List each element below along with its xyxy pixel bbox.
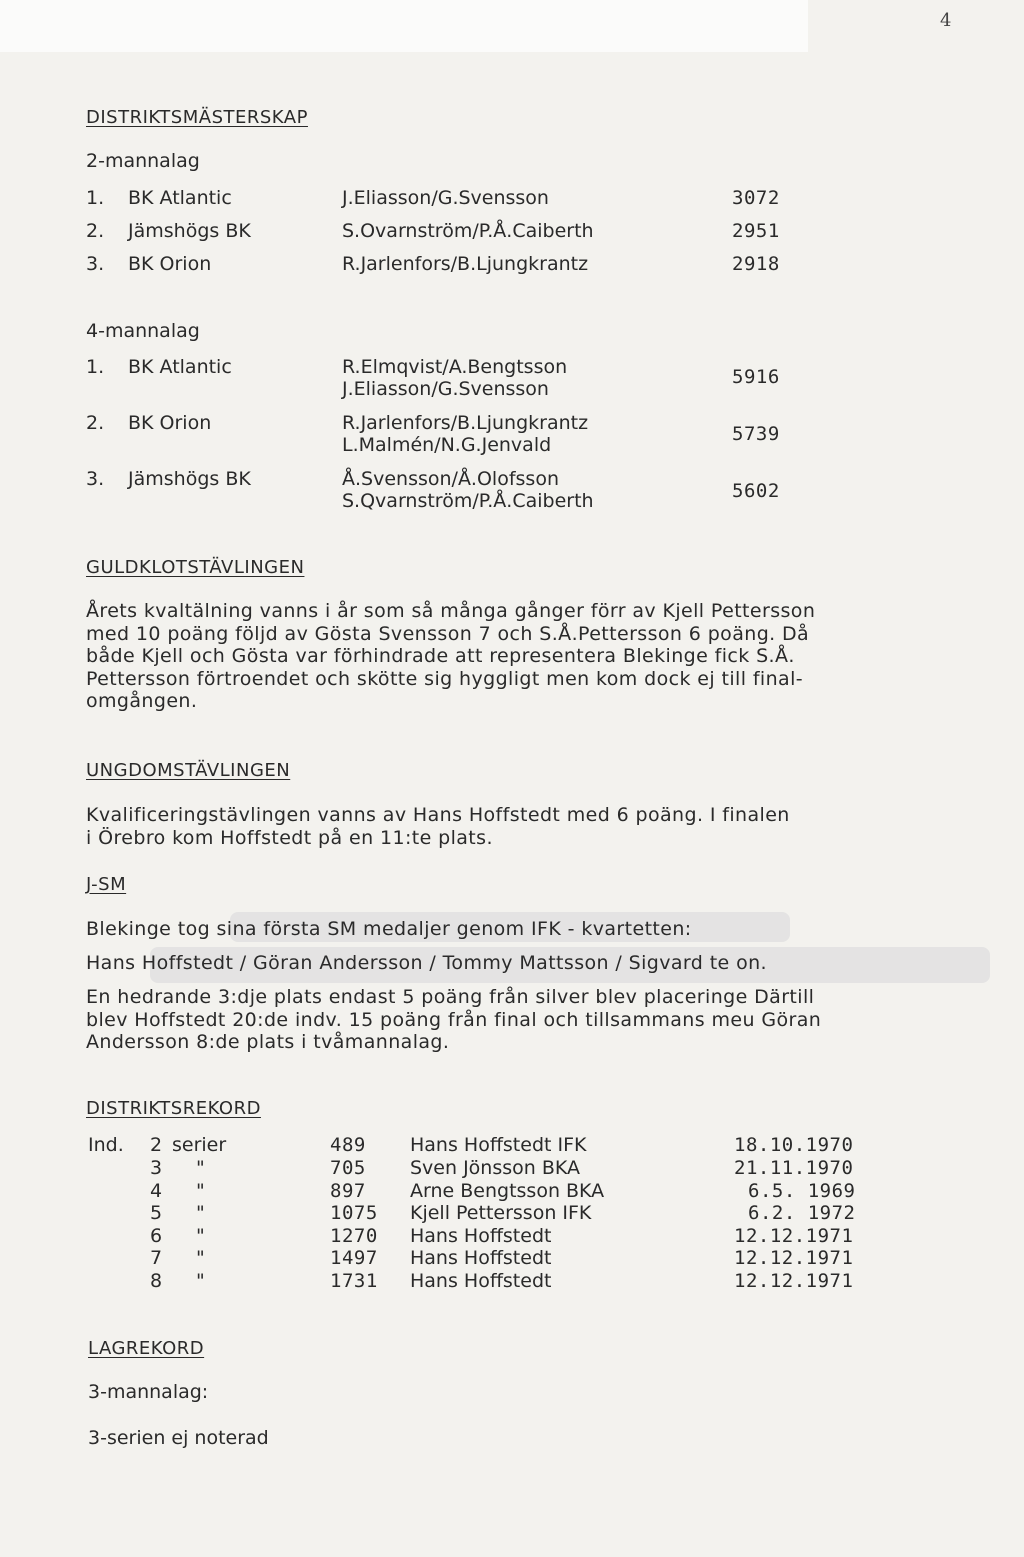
section-heading-ungdom: UNGDOMSTÄVLINGEN <box>86 760 291 781</box>
paragraph-line: blev Hoffstedt 20:de indv. 15 poäng från final och tillsammans meu Göran <box>86 1008 822 1031</box>
jsm-paragraph <box>86 986 926 1054</box>
club: BK Atlantic <box>128 187 232 209</box>
date: 12.12.1971 <box>734 1225 854 1247</box>
score: 1731 <box>330 1270 378 1292</box>
paragraph-line: Andersson 8:de plats i tvåmannalag. <box>86 1031 450 1053</box>
jsm-line-1: Blekinge tog sina första SM medaljer genom IFK - kvartetten: <box>86 918 692 940</box>
players: J.Eliasson/G.Svensson <box>342 187 549 209</box>
jsm-line-2: Hans Hoffstedt / Göran Andersson / Tommy Mattsson / Sigvard te on. <box>86 952 767 974</box>
date: 12.12.1971 <box>734 1247 854 1269</box>
date: 12.12.1971 <box>734 1270 854 1292</box>
holder: Hans Hoffstedt <box>410 1270 552 1292</box>
paragraph-line: med 10 poäng följd av Gösta Svensson 7 och S.Å.Pettersson 6 poäng. Då <box>86 622 810 645</box>
place: 2. <box>86 412 105 434</box>
holder: Hans Hoffstedt <box>410 1225 552 1247</box>
series: 2 <box>150 1134 163 1156</box>
holder: Kjell Pettersson IFK <box>410 1202 592 1224</box>
unit: serier <box>172 1134 227 1156</box>
unit: " <box>196 1225 205 1247</box>
prefix: Ind. <box>88 1134 124 1156</box>
score: 5916 <box>732 366 780 388</box>
date: 6.2. 1972 <box>748 1202 856 1224</box>
section-heading-distrikt: DISTRIKTSMÄSTERSKAP <box>86 107 308 128</box>
unit: " <box>196 1270 205 1292</box>
score: 5739 <box>732 423 780 445</box>
series: 6 <box>150 1225 163 1247</box>
date: 21.11.1970 <box>734 1157 854 1179</box>
score: 705 <box>330 1157 366 1179</box>
score: 1497 <box>330 1247 378 1269</box>
paragraph-line: Kvalificeringstävlingen vanns av Hans Hoffstedt med 6 poäng. I finalen <box>86 804 790 826</box>
lagrekord-label: 3-mannalag: <box>88 1381 209 1403</box>
series: 7 <box>150 1247 163 1269</box>
paragraph-line: En hedrande 3:dje plats endast 5 poäng från silver blev placeringe Därtill <box>86 986 815 1008</box>
score: 2918 <box>732 253 780 275</box>
section-heading-guldklot: GULDKLOTSTÄVLINGEN <box>86 557 305 578</box>
unit: " <box>196 1180 205 1202</box>
series: 8 <box>150 1270 163 1292</box>
players-line-2: J.Eliasson/G.Svensson <box>342 378 549 400</box>
players-line-2: S.Qvarnström/P.Å.Caiberth <box>342 490 594 512</box>
section-heading-jsm: J-SM <box>86 874 127 895</box>
date: 6.5. 1969 <box>748 1180 856 1202</box>
club: BK Atlantic <box>128 356 232 378</box>
score: 5602 <box>732 480 780 502</box>
players: S.Ovarnström/P.Å.Caiberth <box>342 220 594 242</box>
guldklot-paragraph <box>86 600 926 713</box>
paragraph-line: Årets kvaltälning vanns i år som så många gånger förr av Kjell Pettersson <box>86 600 816 622</box>
score: 2951 <box>732 220 780 242</box>
series: 5 <box>150 1202 163 1224</box>
place: 3. <box>86 253 105 275</box>
club: Jämshögs BK <box>128 468 251 490</box>
players-line-1: R.Elmqvist/A.Bengtsson <box>342 356 568 378</box>
date: 18.10.1970 <box>734 1134 854 1156</box>
players: R.Jarlenfors/B.Ljungkrantz <box>342 253 589 275</box>
lagrekord-note: 3-serien ej noterad <box>88 1427 269 1449</box>
unit: " <box>196 1247 205 1269</box>
holder: Hans Hoffstedt <box>410 1247 552 1269</box>
players-line-2: L.Malmén/N.G.Jenvald <box>342 434 552 456</box>
club: Jämshögs BK <box>128 220 251 242</box>
page-number: 4 <box>940 10 952 31</box>
holder: Arne Bengtsson BKA <box>410 1180 605 1202</box>
ungdom-paragraph <box>86 804 926 849</box>
club: BK Orion <box>128 253 212 275</box>
score: 489 <box>330 1134 366 1156</box>
unit: " <box>196 1202 205 1224</box>
players-line-1: Å.Svensson/Å.Olofsson <box>342 468 559 490</box>
series: 4 <box>150 1180 163 1202</box>
score: 3072 <box>732 187 780 209</box>
score: 1270 <box>330 1225 378 1247</box>
two-man-label: 2-mannalag <box>86 150 200 172</box>
players-line-1: R.Jarlenfors/B.Ljungkrantz <box>342 412 589 434</box>
scan-edge-strip <box>0 0 808 52</box>
place: 1. <box>86 356 105 378</box>
score: 1075 <box>330 1202 378 1224</box>
score: 897 <box>330 1180 366 1202</box>
series: 3 <box>150 1157 163 1179</box>
club: BK Orion <box>128 412 212 434</box>
paragraph-line: i Örebro kom Hoffstedt på en 11:te plats. <box>86 826 493 849</box>
paragraph-line: både Kjell och Gösta var förhindrade att representera Blekinge fick S.Å. <box>86 645 795 667</box>
paragraph-line: omgången. <box>86 690 198 712</box>
place: 2. <box>86 220 105 242</box>
place: 3. <box>86 468 105 490</box>
section-heading-rekord: DISTRIKTSREKORD <box>86 1098 261 1119</box>
holder: Hans Hoffstedt IFK <box>410 1134 587 1156</box>
paragraph-line: Pettersson förtroendet och skötte sig hyggligt men kom dock ej till final- <box>86 667 804 690</box>
holder: Sven Jönsson BKA <box>410 1157 581 1179</box>
unit: " <box>196 1157 205 1179</box>
section-heading-lagrekord: LAGREKORD <box>88 1338 205 1359</box>
place: 1. <box>86 187 105 209</box>
four-man-label: 4-mannalag <box>86 320 200 342</box>
